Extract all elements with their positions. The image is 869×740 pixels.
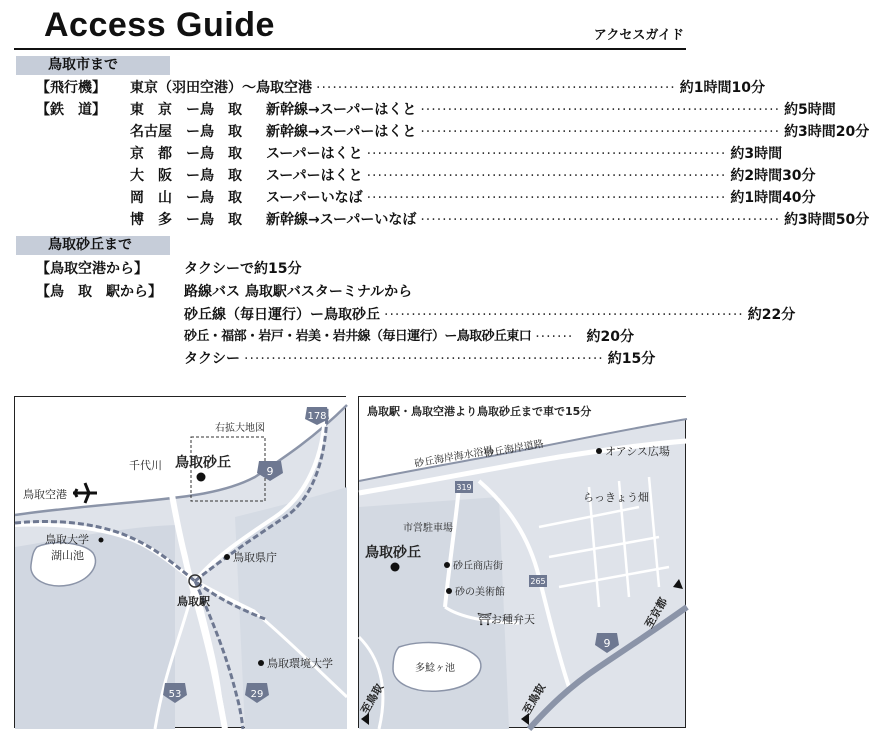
bus-route: 砂丘線（毎日運行）ー鳥取砂丘	[184, 307, 380, 323]
title-divider	[14, 48, 686, 50]
leader-dots: ··································································	[384, 307, 744, 323]
rakkyo-label: らっきょう畑	[583, 491, 649, 504]
overview-map-graphic	[15, 397, 347, 729]
air-row	[130, 77, 765, 99]
route-shield-319	[455, 481, 473, 493]
dune-marker	[391, 563, 400, 572]
station-label: 鳥取駅	[177, 595, 210, 608]
rail-time: 約3時間20分	[784, 124, 869, 140]
bus-route: タクシー	[184, 351, 240, 367]
route-shield-9	[595, 633, 619, 653]
university-label: 鳥取大学	[45, 533, 89, 546]
pond-label: 多鯰ヶ池	[415, 663, 455, 674]
rail-train: 新幹線→スーパーはくと	[266, 124, 417, 140]
rail-to: 鳥 取	[200, 190, 242, 206]
bus-route: 砂丘・福部・岩戸・岩美・岩井線（毎日運行）ー鳥取砂丘東口	[184, 329, 532, 344]
airport-label: 【鳥取空港から】	[36, 261, 148, 277]
rail-row: 博 多 ー 鳥 取 新幹線→スーパーいなば ·································································· 約3時間50分	[130, 209, 684, 231]
airport-label: 鳥取空港	[23, 488, 67, 501]
leader-dots: ·······	[535, 329, 574, 345]
route-shield-265	[529, 575, 547, 587]
bus-row	[184, 326, 634, 348]
rail-train: スーパーいなば	[266, 190, 363, 206]
inset-label: 右拡大地図	[215, 423, 265, 434]
leader-dots: ··································································	[244, 351, 604, 367]
detail-map-graphic	[359, 397, 687, 729]
rail-to: 鳥 取	[200, 146, 242, 162]
rail-row: 岡 山 ー 鳥 取 スーパーいなば ·································································· 約1時間40分	[130, 187, 684, 209]
rail-from: 名古屋	[130, 124, 172, 140]
pond-label: 湖山池	[51, 549, 84, 562]
coast-road-label: 砂丘海岸道路	[483, 438, 545, 460]
museum-marker	[446, 588, 452, 594]
section-heading-dune: 鳥取砂丘まで	[16, 236, 170, 255]
bus-row	[184, 348, 656, 370]
direction-kyoto-label: 至京都	[642, 595, 671, 631]
river-label: 千代川	[129, 459, 162, 472]
bus-time: 約20分	[586, 329, 634, 345]
env-university-marker	[258, 660, 264, 666]
coast-beach-label: 砂丘海岸海水浴場	[413, 445, 495, 470]
rail-train: スーパーはくと	[266, 146, 363, 162]
station-label: 【鳥 取 駅から】	[36, 284, 162, 300]
detail-caption: 鳥取駅・鳥取空港より鳥取砂丘まで車で15分	[367, 405, 592, 418]
dune-label: 鳥取砂丘	[365, 545, 421, 561]
rail-row: 大 阪 ー 鳥 取 スーパーはくと ·································································· 約2時間30分	[130, 165, 684, 187]
air-route: 東京（羽田空港）〜鳥取空港	[130, 80, 312, 96]
direction-tottori-label-2: 至鳥取	[520, 681, 549, 717]
rail-time: 約3時間50分	[784, 212, 869, 228]
rail-row: 京 都 ー 鳥 取 スーパーはくと ·································································· 約3時間	[130, 143, 684, 165]
bus-time: 約15分	[607, 351, 656, 367]
museum-label: 砂の美術館	[455, 587, 505, 598]
shrine-label: お種弁天	[491, 613, 535, 626]
rail-from: 大 阪	[130, 168, 172, 184]
air-time: 約1時間10分	[679, 80, 765, 96]
route-number-319: 319	[456, 483, 472, 492]
leader-dots: ··································································	[420, 212, 781, 228]
leader-dots: ··································································	[316, 80, 676, 96]
leader-dots: ··································································	[366, 168, 727, 184]
rail-from: 東 京	[130, 102, 172, 118]
rail-to: 鳥 取	[200, 124, 242, 140]
dune-label: 鳥取砂丘	[175, 455, 231, 471]
parking-label: 市営駐車場	[403, 523, 453, 534]
route-number-29: 29	[250, 689, 264, 700]
overview-map	[14, 396, 346, 728]
oasis-label: オアシス広場	[605, 445, 670, 458]
dune-marker	[197, 473, 206, 482]
prefecture-office-marker	[224, 554, 230, 560]
route-number-178: 178	[307, 411, 327, 422]
leader-dots: ··································································	[420, 124, 781, 140]
prefecture-office-label: 鳥取県庁	[233, 551, 277, 564]
arrow-icon	[673, 579, 683, 589]
detail-map	[358, 396, 686, 728]
route-number-53: 53	[168, 689, 182, 700]
rail-to: 鳥 取	[200, 102, 242, 118]
rail-time: 約1時間40分	[730, 190, 816, 206]
page-title: Access Guide	[44, 6, 275, 44]
bus-row	[184, 304, 796, 326]
university-marker	[99, 538, 104, 543]
air-label: 【飛行機】	[36, 80, 106, 96]
rail-from: 博 多	[130, 212, 172, 228]
rail-row: 東 京 ー 鳥 取 新幹線→スーパーはくと ·································································· 約5時間	[130, 99, 684, 121]
route-shield-9	[257, 461, 283, 481]
rail-time: 約2時間30分	[730, 168, 816, 184]
page-subtitle: アクセスガイド	[593, 28, 684, 43]
station-text: 路線バス 鳥取駅バスターミナルから	[184, 284, 413, 300]
section-heading-city: 鳥取市まで	[16, 56, 170, 75]
route-number-265: 265	[530, 577, 546, 586]
bus-time: 約22分	[747, 307, 796, 323]
shrine-icon: ⛩	[477, 612, 493, 626]
rail-to: 鳥 取	[200, 212, 242, 228]
route-number-9: 9	[603, 637, 611, 650]
direction-tottori-label: 至鳥取	[358, 681, 387, 717]
road-grid	[539, 507, 669, 587]
rail-time: 約5時間	[784, 102, 836, 118]
rail-to: 鳥 取	[200, 168, 242, 184]
airport-text: タクシーで約15分	[184, 261, 302, 277]
shopping-marker	[444, 562, 450, 568]
rail-train: スーパーはくと	[266, 168, 363, 184]
leader-dots: ··································································	[420, 102, 781, 118]
rail-time: 約3時間	[730, 146, 783, 162]
rail-train: 新幹線→スーパーはくと	[266, 102, 417, 118]
env-university-label: 鳥取環境大学	[267, 657, 333, 670]
leader-dots: ··································································	[366, 146, 727, 162]
rail-from: 岡 山	[130, 190, 172, 206]
rail-label: 【鉄 道】	[36, 102, 106, 118]
leader-dots: ··································································	[366, 190, 727, 206]
shopping-label: 砂丘商店街	[453, 561, 503, 572]
oasis-marker	[596, 448, 602, 454]
rail-train: 新幹線→スーパーいなば	[266, 212, 417, 228]
rail-from: 京 都	[130, 146, 172, 162]
route-number-9: 9	[266, 465, 274, 478]
rail-row: 名古屋 ー 鳥 取 新幹線→スーパーはくと ·································································· 約3時間20分	[130, 121, 684, 143]
arrow-icon	[521, 713, 529, 725]
